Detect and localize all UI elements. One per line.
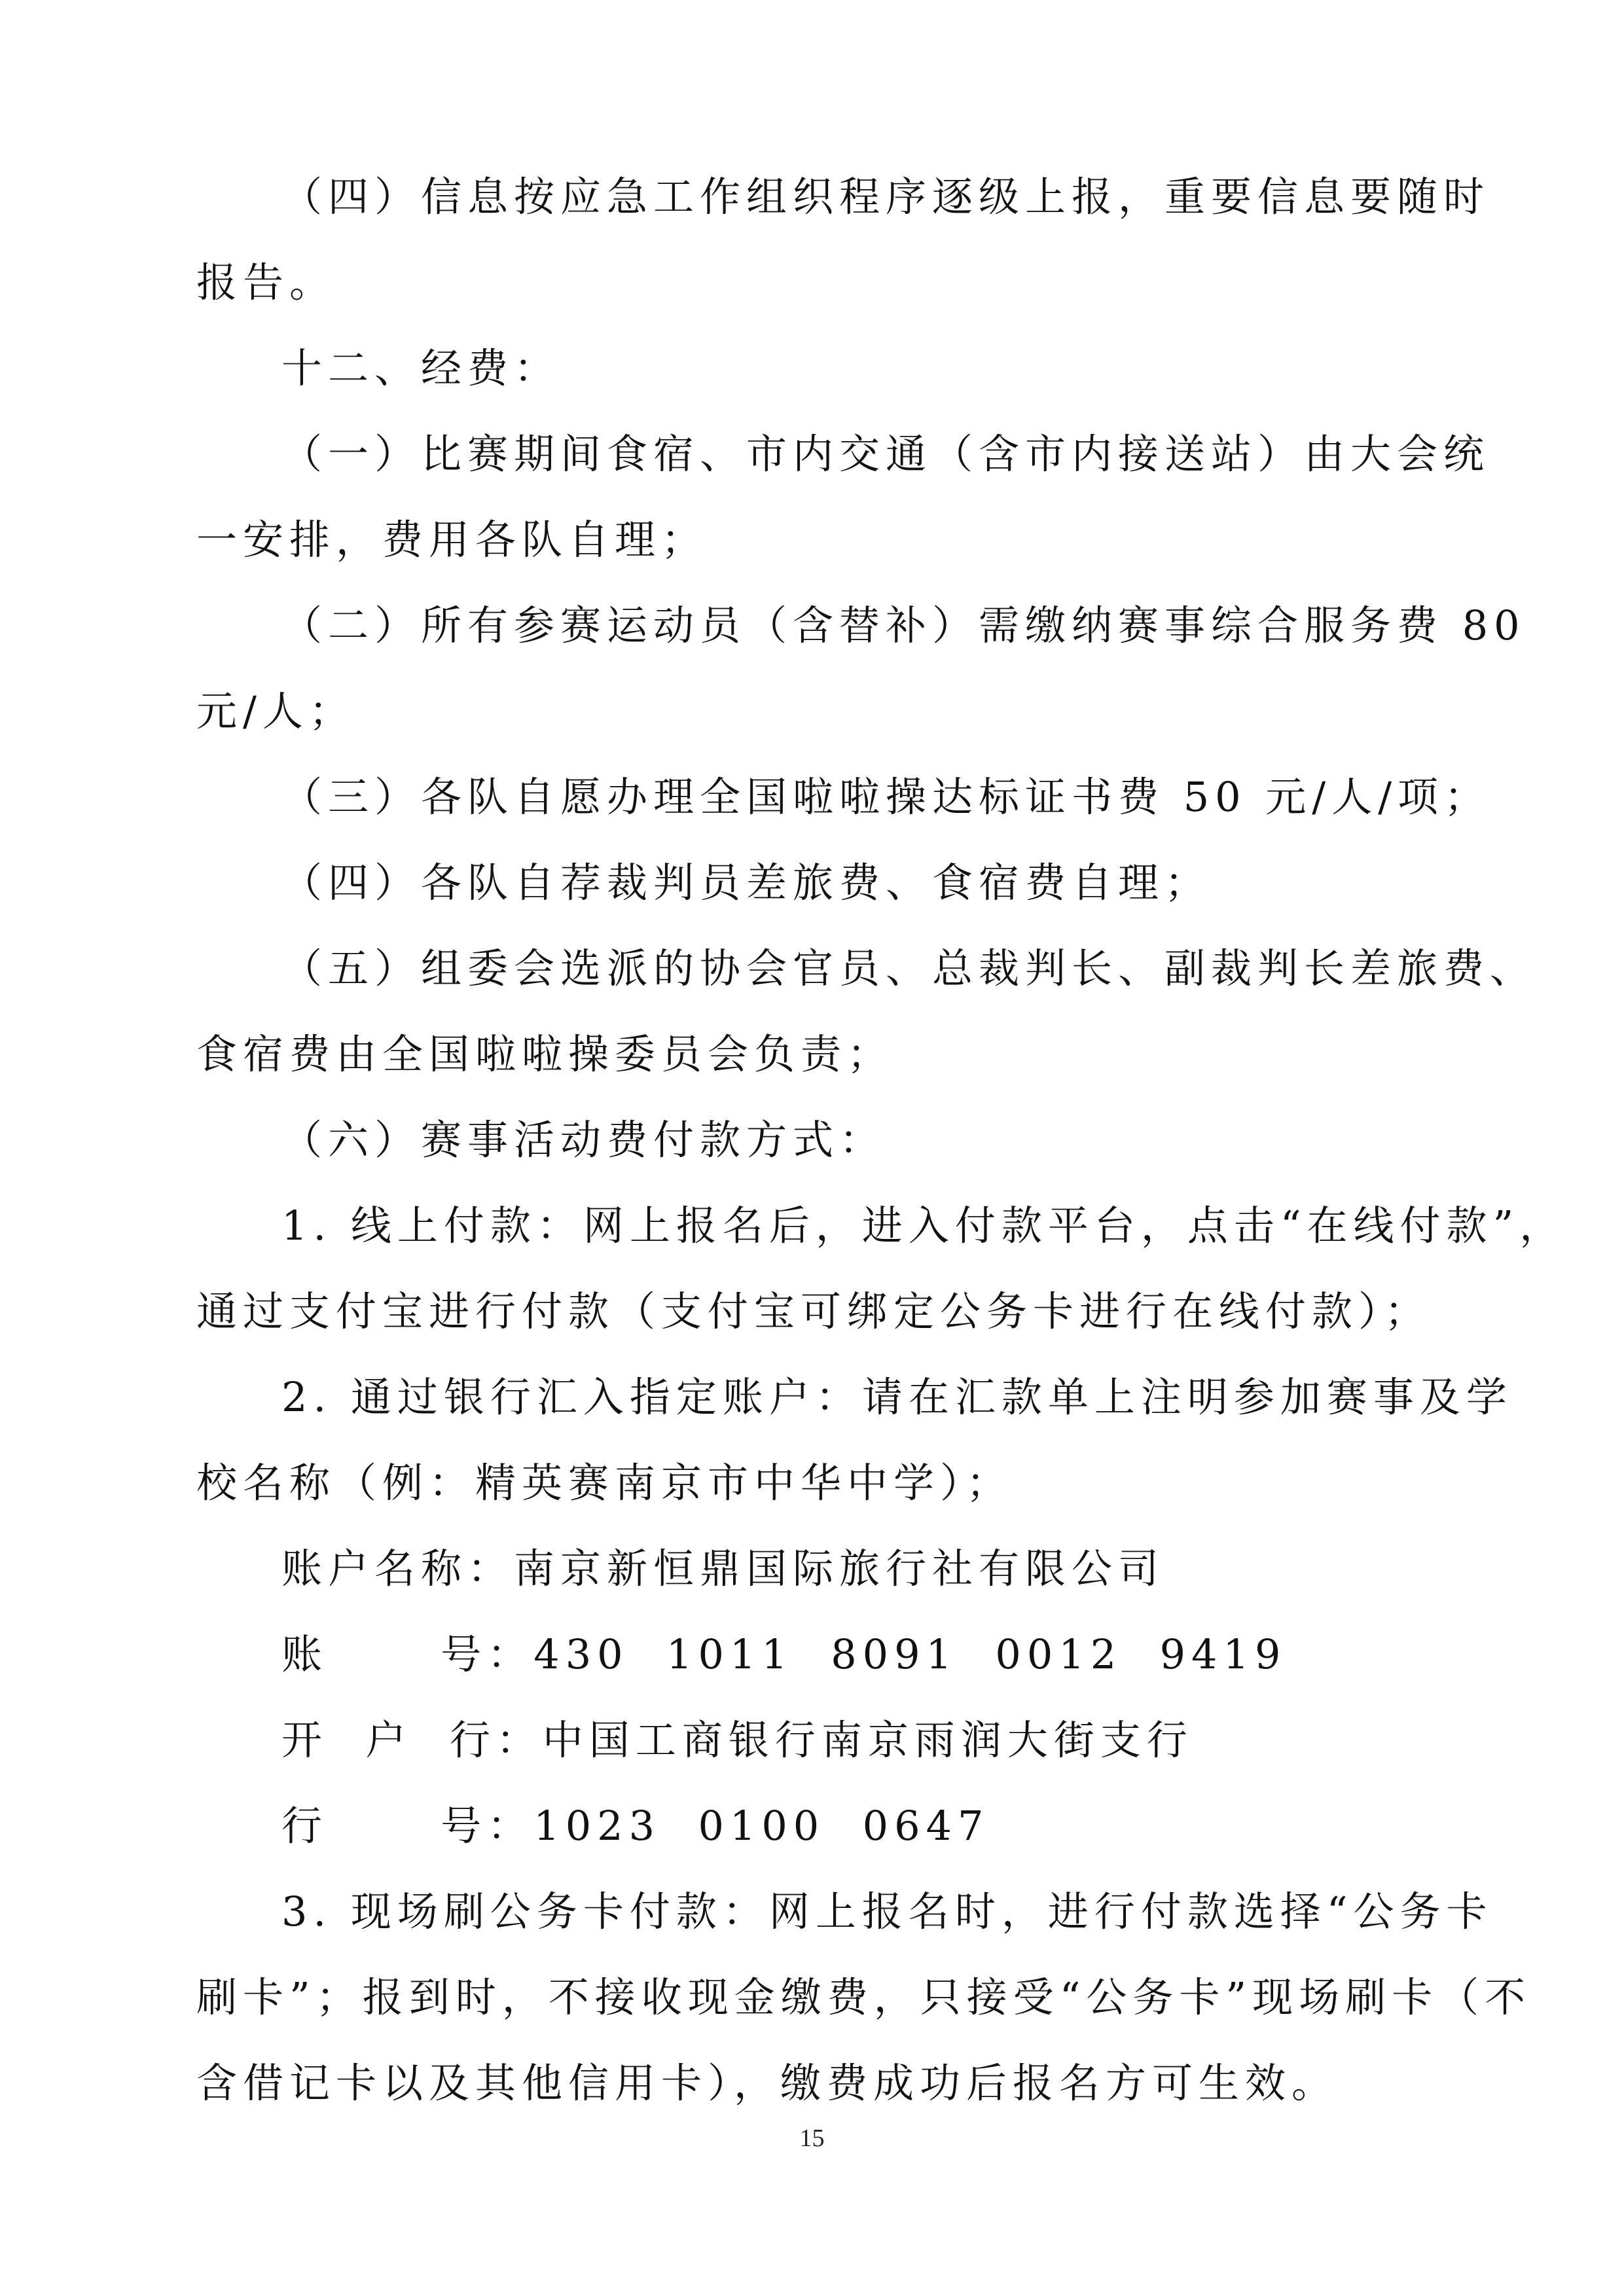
- payment-method-card-cont-2: 含借记卡以及其他信用卡），缴费成功后报名方可生效。: [196, 2059, 1339, 2107]
- page-number: 15: [799, 2125, 825, 2152]
- payment-method-card: 3. 现场刷公务卡付款：网上报名时，进行付款选择“公务卡: [281, 1888, 1493, 1935]
- paragraph-info-report-cont: 报告。: [196, 259, 336, 306]
- document-body: [196, 154, 1566, 2126]
- payment-method-online: 1. 线上付款：网上报名后，进入付款平台，点击“在线付款”，: [281, 1202, 1566, 1249]
- payment-method-bank-cont: 校名称（例：精英赛南京市中华中学）；: [196, 1459, 1013, 1507]
- bank-branch: 开 户 行：中国工商银行南京雨润大街支行: [281, 1716, 1193, 1764]
- paragraph-funding-2-cont: 元/人；: [196, 687, 355, 735]
- paragraph-funding-1: （一）比赛期间食宿、市内交通（含市内接送站）由大会统: [281, 430, 1490, 478]
- paragraph-funding-3: （三）各队自愿办理全国啦啦操达标证书费 50 元/人/项；: [281, 773, 1491, 821]
- paragraph-funding-5: （五）组委会选派的协会官员、总裁判长、副裁判长差旅费、: [281, 944, 1537, 992]
- payment-method-card-cont-1: 刷卡”；报到时，不接收现金缴费，只接受“公务卡”现场刷卡（不: [196, 1973, 1532, 2021]
- bank-code: 行 号：1023 0100 0647: [281, 1802, 990, 1850]
- paragraph-funding-4: （四）各队自荐裁判员差旅费、食宿费自理；: [281, 859, 1212, 906]
- paragraph-funding-6: （六）赛事活动费付款方式：: [281, 1116, 886, 1164]
- section-heading-funding: 十二、经费：: [281, 344, 561, 392]
- payment-method-online-cont: 通过支付宝进行付款（支付宝可绑定公务卡进行在线付款）；: [196, 1287, 1432, 1335]
- paragraph-funding-2: （二）所有参赛运动员（含替补）需缴纳赛事综合服务费 80: [281, 601, 1526, 649]
- paragraph-funding-1-cont: 一安排，费用各队自理；: [196, 516, 708, 564]
- payment-method-bank: 2. 通过银行汇入指定账户：请在汇款单上注明参加赛事及学: [281, 1373, 1513, 1421]
- account-name: 账户名称：南京新恒鼎国际旅行社有限公司: [281, 1545, 1165, 1592]
- paragraph-funding-5-cont: 食宿费由全国啦啦操委员会负责；: [196, 1030, 894, 1078]
- account-number: 账 号：430 1011 8091 0012 9419: [281, 1630, 1287, 1678]
- paragraph-info-report: （四）信息按应急工作组织程序逐级上报，重要信息要随时: [281, 173, 1490, 221]
